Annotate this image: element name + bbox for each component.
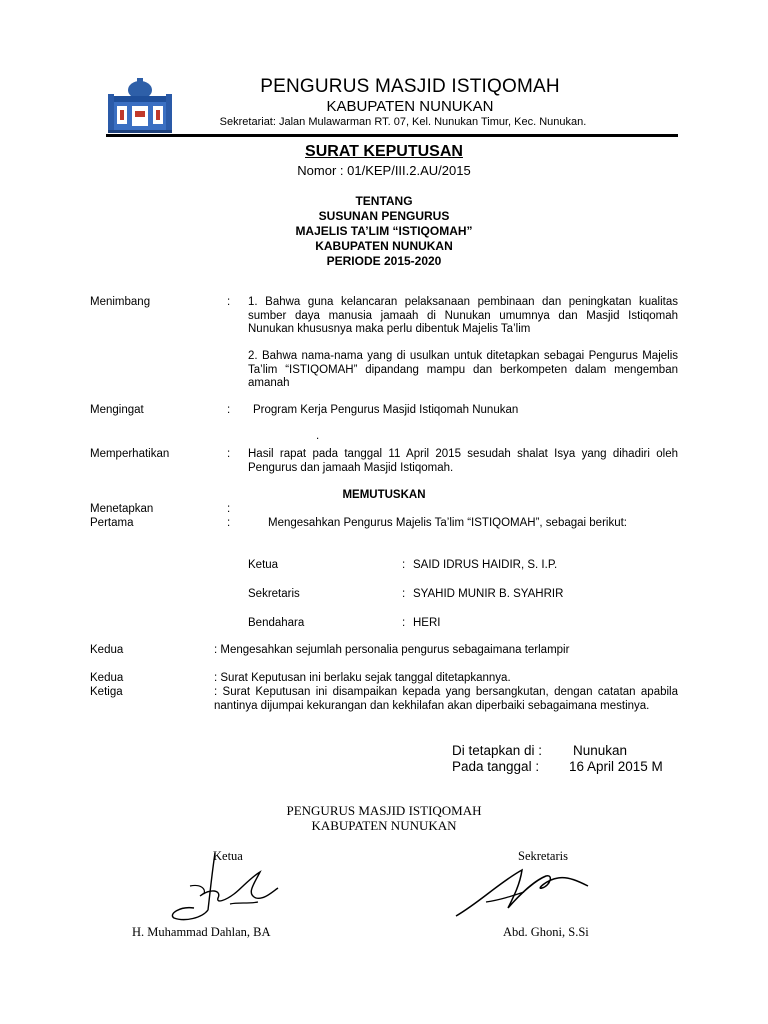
officer-role: Ketua [248,559,279,571]
ketiga-text: : Surat Keputusan ini disampaikan kepada yang bersangkutan, dengan catatan apabila nantinya dijumpai kekurangan dan kekhilafan akan diperbaiki sebagaimana mestinya. [214,686,678,712]
place-value: Nunukan [573,743,628,758]
footer-org-name: PENGURUS MASJID ISTIQOMAH [286,803,482,818]
document-title: SURAT KEPUTUSAN [305,143,463,160]
colon: : [227,296,231,308]
colon: : [402,617,406,629]
date-value: 16 April 2015 M [569,759,663,774]
menetapkan-label: Menetapkan [90,503,154,515]
ketiga-label: Ketiga [90,686,123,698]
menimbang-label: Menimbang [90,296,151,308]
pertama-label: Pertama [90,517,134,529]
right-signature-icon [450,862,600,922]
date-label: Pada tanggal : [452,759,540,774]
officer-role: Bendahara [248,617,305,629]
left-signature-icon [160,848,290,928]
colon: : [227,404,231,416]
place-label: Di tetapkan di : [452,743,543,758]
document-number: Nomor : 01/KEP/III.2.AU/2015 [297,163,471,178]
memutuskan-heading: MEMUTUSKAN [342,489,426,501]
mengingat-text: Program Kerja Pengurus Masjid Istiqomah Nunukan [253,404,519,416]
menimbang-point-1: 1. Bahwa guna kelancaran pelaksanaan pembinaan dan peningkatan kualitas sumber daya manusia jamaah di Nunukan umumnya dan Masjid Istiqomah Nunukan khususnya maka perlu dibentuk Majelis Ta’lim [248,296,678,335]
mengingat-label: Mengingat [90,404,144,416]
org-region: KABUPATEN NUNUKAN [326,98,494,115]
org-address: Sekretariat: Jalan Mulawarman RT. 07, Kel. Nunukan Timur, Kec. Nunukan. [219,116,587,128]
kedua-text: : Mengesahkan sejumlah personalia pengurus sebagaimana terlampir [214,644,570,656]
header-divider [106,134,678,137]
colon: : [402,588,406,600]
pertama-text: Mengesahkan Pengurus Majelis Ta’lim “ISTIQOMAH”, sebagai berikut: [268,517,627,529]
memperhatikan-text: Hasil rapat pada tanggal 11 April 2015 sesudah shalat Isya yang dihadiri oleh Pengurus dan jamaah Masjid Istiqomah. [248,448,678,474]
org-title: PENGURUS MASJID ISTIQOMAH [260,76,560,97]
colon: : [227,503,231,515]
footer-org-region: KABUPATEN NUNUKAN [311,818,457,833]
colon: : [227,448,231,460]
colon: : [227,517,231,529]
subject-line: MAJELIS TA’LIM “ISTIQOMAH” [295,224,473,238]
right-signer-role: Sekretaris [518,849,568,863]
officer-name: SYAHID MUNIR B. SYAHRIR [413,588,564,600]
subject-line: PERIODE 2015-2020 [326,254,442,268]
subject-block [134,194,634,269]
kedua-text: : Surat Keputusan ini berlaku sejak tanggal ditetapkannya. [214,672,511,684]
left-signer-name: H. Muhammad Dahlan, BA [132,925,271,939]
subject-line: TENTANG [355,194,413,208]
stray-dot: . [316,430,320,442]
right-signer-name: Abd. Ghoni, S.Si [503,925,589,939]
subject-line: SUSUNAN PENGURUS [318,209,450,223]
officer-name: SAID IDRUS HAIDIR, S. I.P. [413,559,558,571]
menimbang-point-2: 2. Bahwa nama-nama yang di usulkan untuk ditetapkan sebagai Pengurus Majelis Ta’lim “ISTIQOMAH” dipandang mampu dan berkompeten dalam mengemban amanah [248,350,678,389]
kedua-label: Kedua [90,672,124,684]
kedua-label: Kedua [90,644,124,656]
left-signer-role: Ketua [213,849,243,863]
subject-line: KABUPATEN NUNUKAN [315,239,453,253]
officer-name: HERI [413,617,441,629]
colon: : [402,559,406,571]
officer-role: Sekretaris [248,588,300,600]
memperhatikan-label: Memperhatikan [90,448,170,460]
